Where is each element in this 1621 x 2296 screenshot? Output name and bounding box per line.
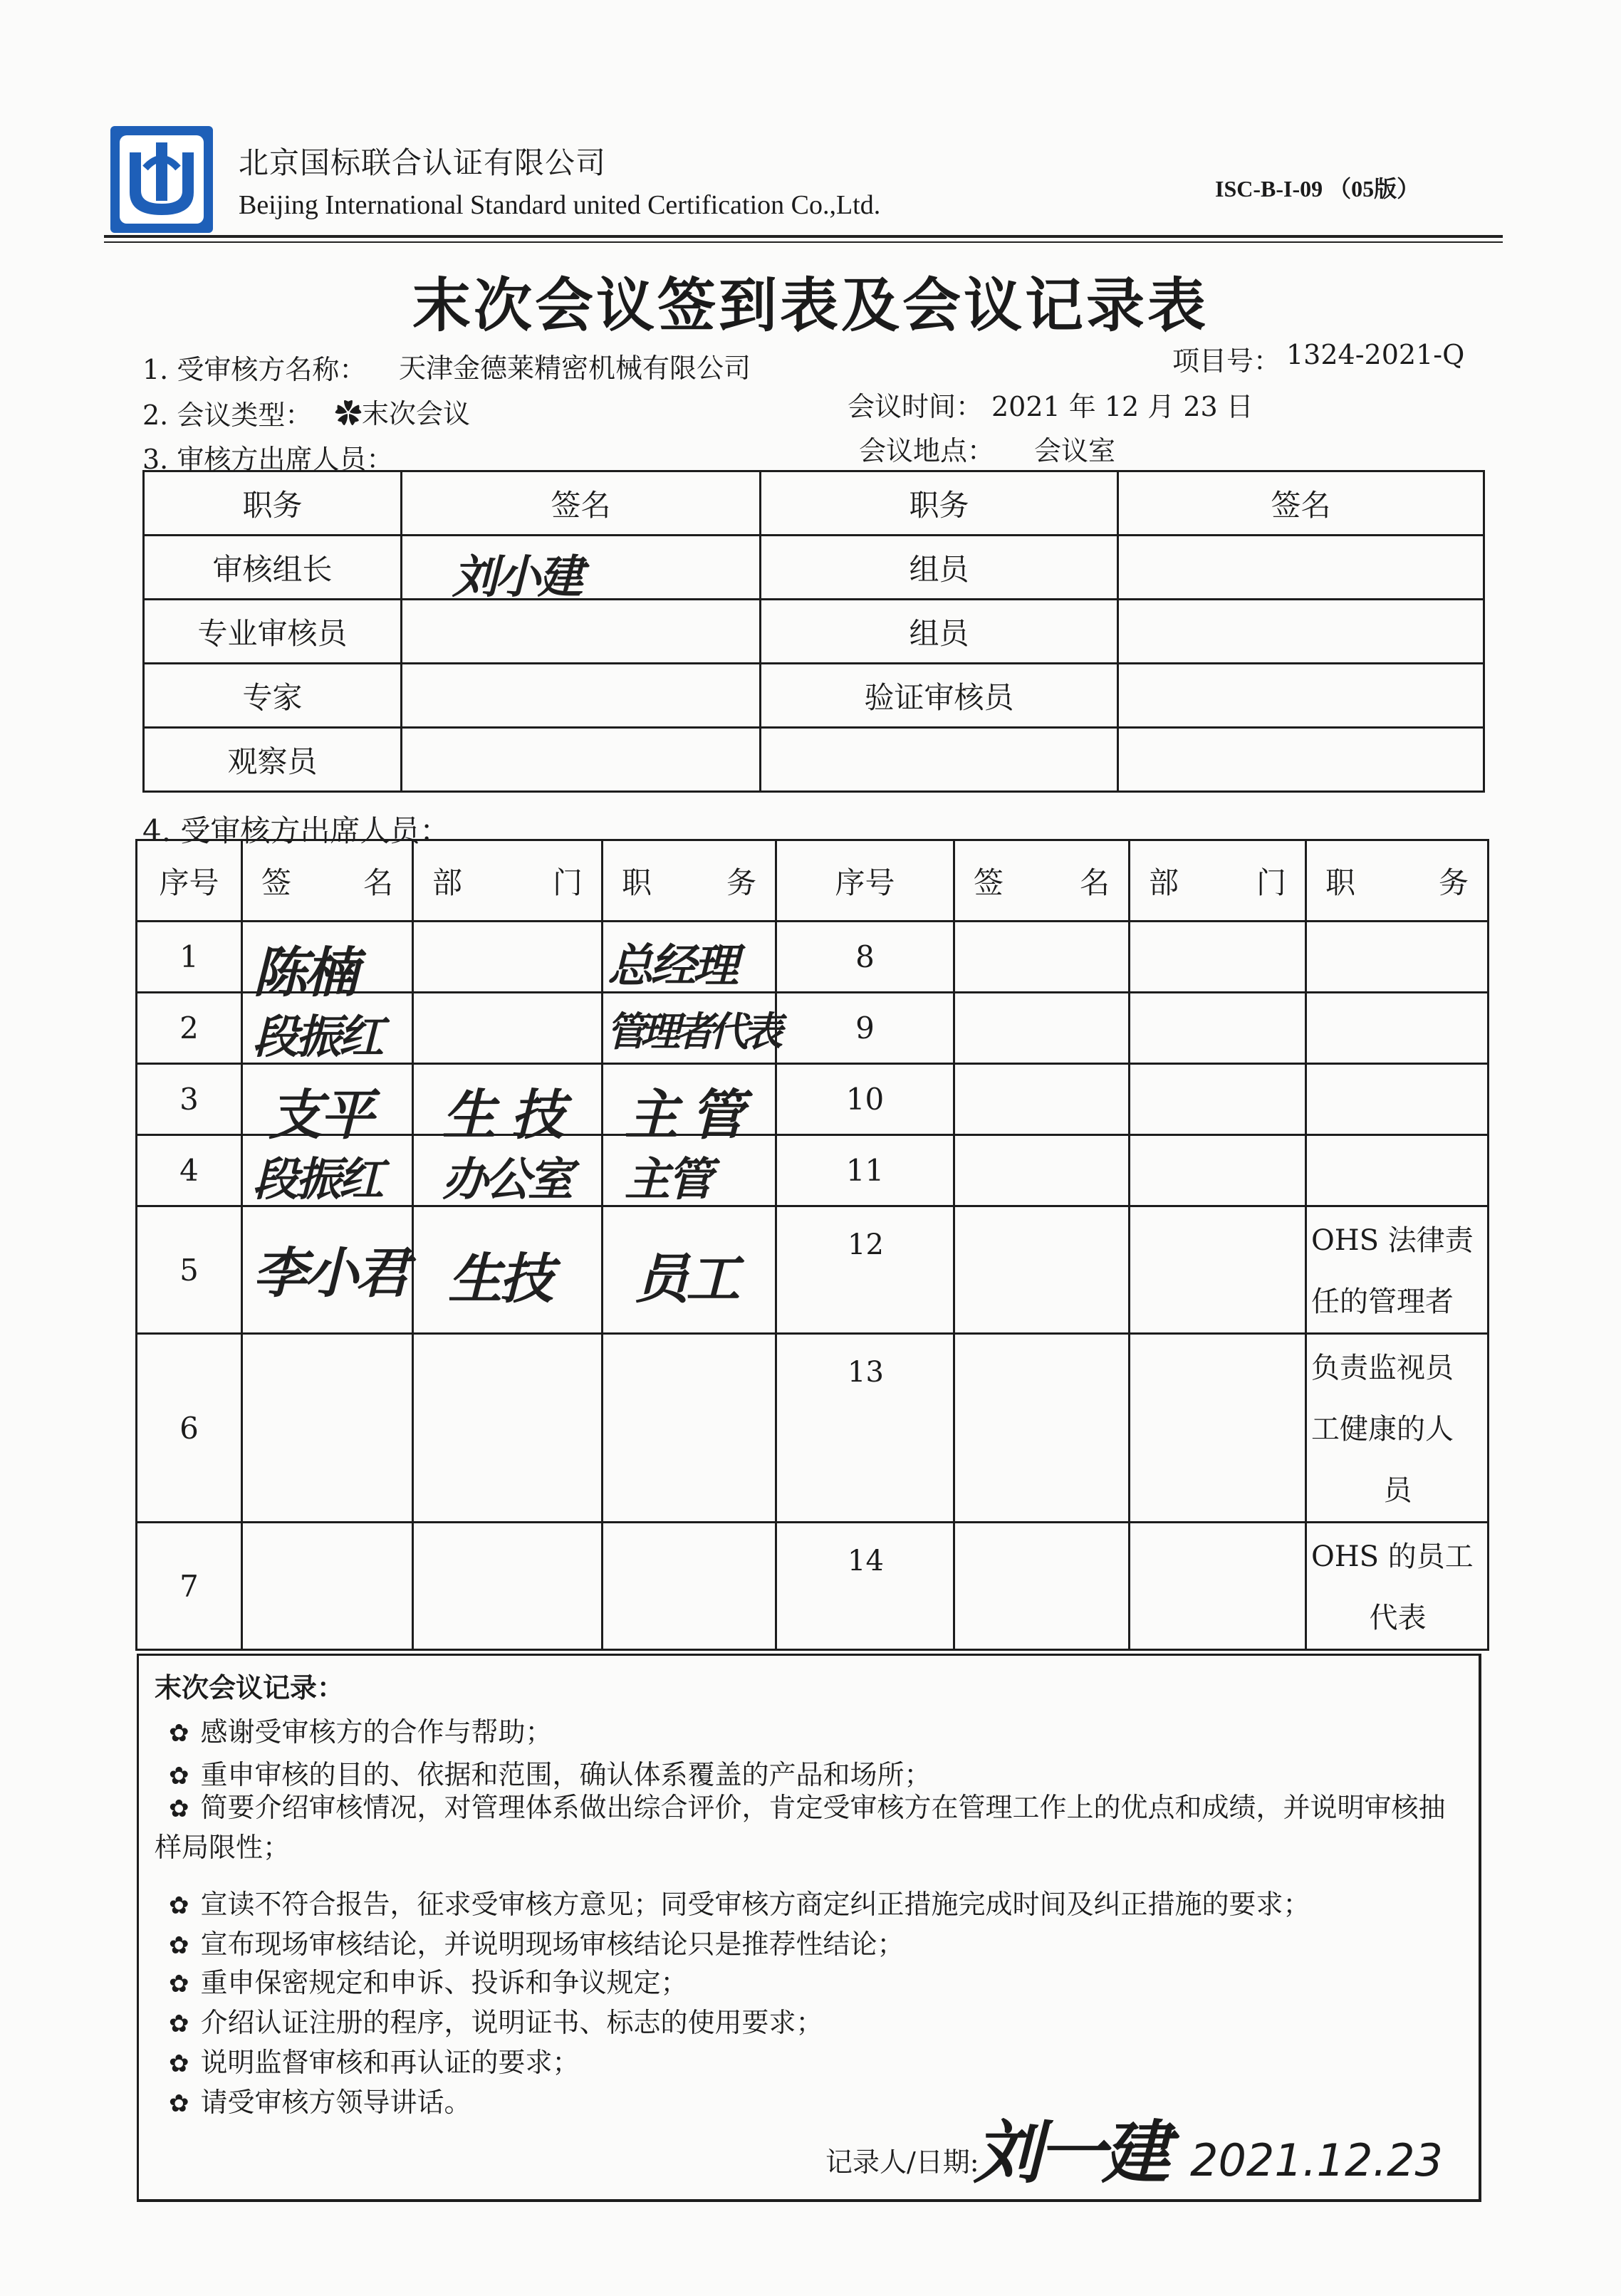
header-char: 名 [363, 865, 393, 900]
header-department [413, 840, 603, 922]
bullet-icon: ✿ [169, 1719, 189, 1748]
table-header-row [144, 471, 1484, 536]
header-position: 职务 [761, 471, 1118, 536]
header-char: 务 [1438, 865, 1469, 900]
position-cell [603, 993, 776, 1064]
recorder-signature: 刘一建 [974, 2113, 1166, 2193]
page-title: 末次会议签到表及会议记录表 [412, 271, 1209, 340]
meeting-time-label: 会议时间： [848, 391, 984, 422]
role-cell: 专业审核员 [144, 600, 402, 664]
position-cell [1306, 1135, 1489, 1206]
minutes-item-text: 说明监督审核和再认证的要求； [200, 2047, 580, 2078]
position-cell [603, 1135, 776, 1206]
table-row [137, 922, 1489, 993]
seq-cell: 13 [776, 1334, 954, 1523]
minutes-item-text: 宣布现场审核结论，并说明现场审核结论只是推荐性结论； [200, 1929, 905, 1960]
signature-cell [1118, 536, 1484, 600]
handwritten-department: 生技 [448, 1247, 551, 1310]
minutes-item [169, 2080, 471, 2119]
seq-cell: 2 [137, 993, 242, 1064]
auditee-name-value: 天津金德莱精密机械有限公司 [399, 353, 751, 384]
header-seq: 序号 [776, 840, 954, 922]
seq-cell: 3 [137, 1064, 242, 1135]
header-signature [954, 840, 1130, 922]
bullet-icon: ✿ [169, 1970, 189, 1998]
table-row [137, 1334, 1489, 1523]
header-char: 部 [432, 865, 463, 900]
section-3-label: 3. 审核方出席人员： [142, 444, 394, 475]
header-char: 务 [726, 865, 756, 900]
position-cell [1306, 922, 1489, 993]
bullet-icon: ✿ [169, 2050, 189, 2078]
seq-cell: 10 [776, 1064, 954, 1135]
role-cell: 验证审核员 [761, 664, 1118, 728]
signature-cell [1118, 728, 1484, 792]
meeting-type-value: ✿末次会议 [335, 398, 471, 429]
header-char: 部 [1149, 865, 1179, 900]
table-row [144, 536, 1484, 600]
position-note-line: OHS 法律责 [1311, 1224, 1474, 1257]
signature-cell [954, 1334, 1130, 1523]
header-signature [242, 840, 413, 922]
minutes-item-text: 宣读不符合报告，征求受审核方意见；同受审核方商定纠正措施完成时间及纠正措施的要求； [200, 1889, 1310, 1920]
seq-cell: 11 [776, 1135, 954, 1206]
signature-cell [242, 1523, 413, 1650]
department-cell [413, 1523, 603, 1650]
signature-cell [402, 664, 761, 728]
minutes-item [169, 1882, 1310, 1921]
seq-cell: 6 [137, 1334, 242, 1523]
role-cell: 审核组长 [144, 536, 402, 600]
header-char: 门 [1256, 865, 1286, 900]
position-cell [603, 1523, 776, 1650]
meeting-time-value: 2021 年 12 月 23 日 [991, 391, 1253, 422]
role-cell: 专家 [144, 664, 402, 728]
department-cell [413, 993, 603, 1064]
handwritten-position: 管理者代表 [606, 1009, 777, 1055]
role-cell: 组员 [761, 536, 1118, 600]
handwritten-position: 主管 [625, 1083, 756, 1147]
header-signature: 签名 [1118, 471, 1484, 536]
header-position [603, 840, 776, 922]
header-position [1306, 840, 1489, 922]
auditee-name-label: 1. 受审核方名称： [142, 354, 367, 385]
minutes-item [169, 2040, 580, 2080]
bullet-icon: ✿ [169, 1762, 189, 1790]
minutes-item-text: 重申审核的目的、依据和范围，确认体系覆盖的产品和场所； [200, 1759, 932, 1790]
company-logo [108, 124, 215, 235]
signature-cell [954, 1135, 1130, 1206]
minutes-item [155, 1788, 1458, 1867]
header-department [1130, 840, 1306, 922]
department-cell [413, 922, 603, 993]
signature-cell [242, 1064, 413, 1147]
bullet-icon: ✿ [169, 1891, 189, 1920]
role-cell: 观察员 [144, 728, 402, 792]
position-note-line: 员 [1383, 1474, 1412, 1507]
header-divider-thin [104, 241, 1503, 243]
section-4-label: 4. 受审核方出席人员： [142, 813, 450, 848]
position-cell [603, 1206, 776, 1334]
table-row [144, 664, 1484, 728]
position-note-cell [1306, 1523, 1489, 1650]
handwritten-position: 总经理 [608, 940, 736, 993]
table-row [137, 1135, 1489, 1206]
department-cell [413, 1206, 603, 1334]
role-cell [761, 728, 1118, 792]
meeting-place-label: 会议地点： [859, 435, 995, 466]
signature-cell [1118, 600, 1484, 664]
handwritten-signature: 李小君 [253, 1241, 407, 1305]
signature-cell [242, 922, 413, 1004]
seq-cell: 12 [776, 1206, 954, 1334]
seq-cell: 9 [776, 993, 954, 1064]
header-divider [104, 235, 1503, 238]
minutes-item [169, 2000, 823, 2040]
minutes-item [169, 1922, 905, 1961]
minutes-item-text: 重申保密规定和申诉、投诉和争议规定； [200, 1967, 688, 1998]
handwritten-signature: 陈楠 [253, 941, 355, 1004]
bullet-icon: ✿ [169, 2010, 189, 2038]
header-seq: 序号 [137, 840, 242, 922]
handwritten-signature: 段振红 [253, 1011, 381, 1064]
seq-cell: 8 [776, 922, 954, 993]
department-cell [1130, 1206, 1306, 1334]
signature-cell [242, 993, 413, 1064]
recorder-date: 2021.12.23 [1190, 2134, 1443, 2186]
header-char: 门 [552, 865, 583, 900]
department-cell [413, 1334, 603, 1523]
minutes-item-text: 简要介绍审核情况，对管理体系做出综合评价，肯定受审核方在管理工作上的优点和成绩，并说明审核抽样局限性； [155, 1792, 1446, 1863]
signature-cell [242, 1334, 413, 1523]
position-note-line: 任的管理者 [1311, 1285, 1454, 1318]
table-row [137, 993, 1489, 1064]
position-note-line: 负责监视员 [1311, 1352, 1454, 1384]
position-note-line: OHS 的员工 [1311, 1540, 1474, 1573]
signature-cell [954, 993, 1130, 1064]
bullet-icon: ✿ [169, 2089, 189, 2118]
position-note-cell [1306, 1334, 1489, 1523]
table-row [137, 1206, 1489, 1334]
project-no-label: 项目号： [1172, 345, 1281, 377]
department-cell [1130, 1334, 1306, 1523]
department-cell [1130, 1064, 1306, 1135]
table-row [137, 1064, 1489, 1135]
bullet-icon: ✿ [169, 1795, 189, 1823]
project-no-value: 1324-2021-Q [1286, 339, 1465, 370]
minutes-item [169, 1961, 688, 2000]
auditee-attendance-table [135, 839, 1489, 1651]
signature-cell [954, 1523, 1130, 1650]
signature-cell [402, 728, 761, 792]
signature-cell [954, 922, 1130, 993]
meeting-type-label: 2. 会议类型： [142, 400, 313, 431]
minutes-item-text: 介绍认证注册的程序，说明证书、标志的使用要求； [200, 2007, 823, 2038]
seq-cell: 14 [776, 1523, 954, 1650]
header-signature: 签名 [402, 471, 761, 536]
header-char: 名 [1079, 865, 1110, 900]
position-note-cell [1306, 1206, 1489, 1334]
handwritten-department: 生技 [442, 1083, 579, 1147]
recorder-date-label: 记录人/日期: [825, 2146, 979, 2178]
signature-cell [242, 1206, 413, 1334]
handwritten-signature: 刘小建 [452, 551, 580, 604]
handwritten-department: 办公室 [442, 1154, 570, 1206]
signature-cell [402, 600, 761, 664]
department-cell [413, 1064, 603, 1147]
position-note-line: 工健康的人 [1311, 1413, 1454, 1446]
meeting-place-value: 会议室 [1034, 435, 1116, 466]
seq-cell: 5 [137, 1206, 242, 1334]
signature-cell [402, 536, 761, 604]
position-cell [1306, 993, 1489, 1064]
minutes-item [169, 1710, 553, 1749]
department-cell [1130, 993, 1306, 1064]
header-char: 签 [974, 865, 1004, 900]
table-row [144, 728, 1484, 792]
department-cell [1130, 1523, 1306, 1650]
department-cell [413, 1135, 603, 1206]
handwritten-signature: 段振红 [253, 1154, 381, 1206]
position-note-line: 代表 [1369, 1602, 1427, 1634]
signature-cell [1118, 664, 1484, 728]
form-code: ISC-B-I-09 （05版） [1215, 176, 1420, 202]
signature-cell [954, 1064, 1130, 1135]
seq-cell: 1 [137, 922, 242, 993]
position-cell [1306, 1064, 1489, 1135]
position-cell [603, 922, 776, 993]
signature-cell [954, 1206, 1130, 1334]
position-cell [603, 1334, 776, 1523]
minutes-item [169, 1753, 932, 1792]
handwritten-position: 主管 [625, 1154, 710, 1206]
minutes-item-text: 感谢受审核方的合作与帮助； [200, 1716, 553, 1748]
table-row [144, 600, 1484, 664]
minutes-title: 末次会议记录： [155, 1671, 345, 1703]
seq-cell: 7 [137, 1523, 242, 1650]
table-header-row [137, 840, 1489, 922]
handwritten-position: 员工 [635, 1247, 737, 1310]
minutes-item-text: 请受审核方领导讲话。 [200, 2087, 471, 2118]
header-char: 签 [261, 865, 292, 900]
role-cell: 组员 [761, 600, 1118, 664]
handwritten-signature: 支平 [269, 1083, 371, 1147]
header-char: 职 [1325, 865, 1356, 900]
company-name-en: Beijing International Standard united Certification Co.,Ltd. [239, 190, 881, 220]
table-row [137, 1523, 1489, 1650]
header-char: 职 [622, 865, 652, 900]
meeting-minutes-box [137, 1654, 1481, 2202]
department-cell [1130, 1135, 1306, 1206]
auditor-attendance-table [142, 470, 1485, 793]
signature-cell [242, 1135, 413, 1206]
header-position: 职务 [144, 471, 402, 536]
company-name-cn: 北京国标联合认证有限公司 [239, 145, 607, 180]
department-cell [1130, 922, 1306, 993]
position-cell [603, 1064, 776, 1147]
seq-cell: 4 [137, 1135, 242, 1206]
bullet-icon: ✿ [169, 1931, 189, 1960]
